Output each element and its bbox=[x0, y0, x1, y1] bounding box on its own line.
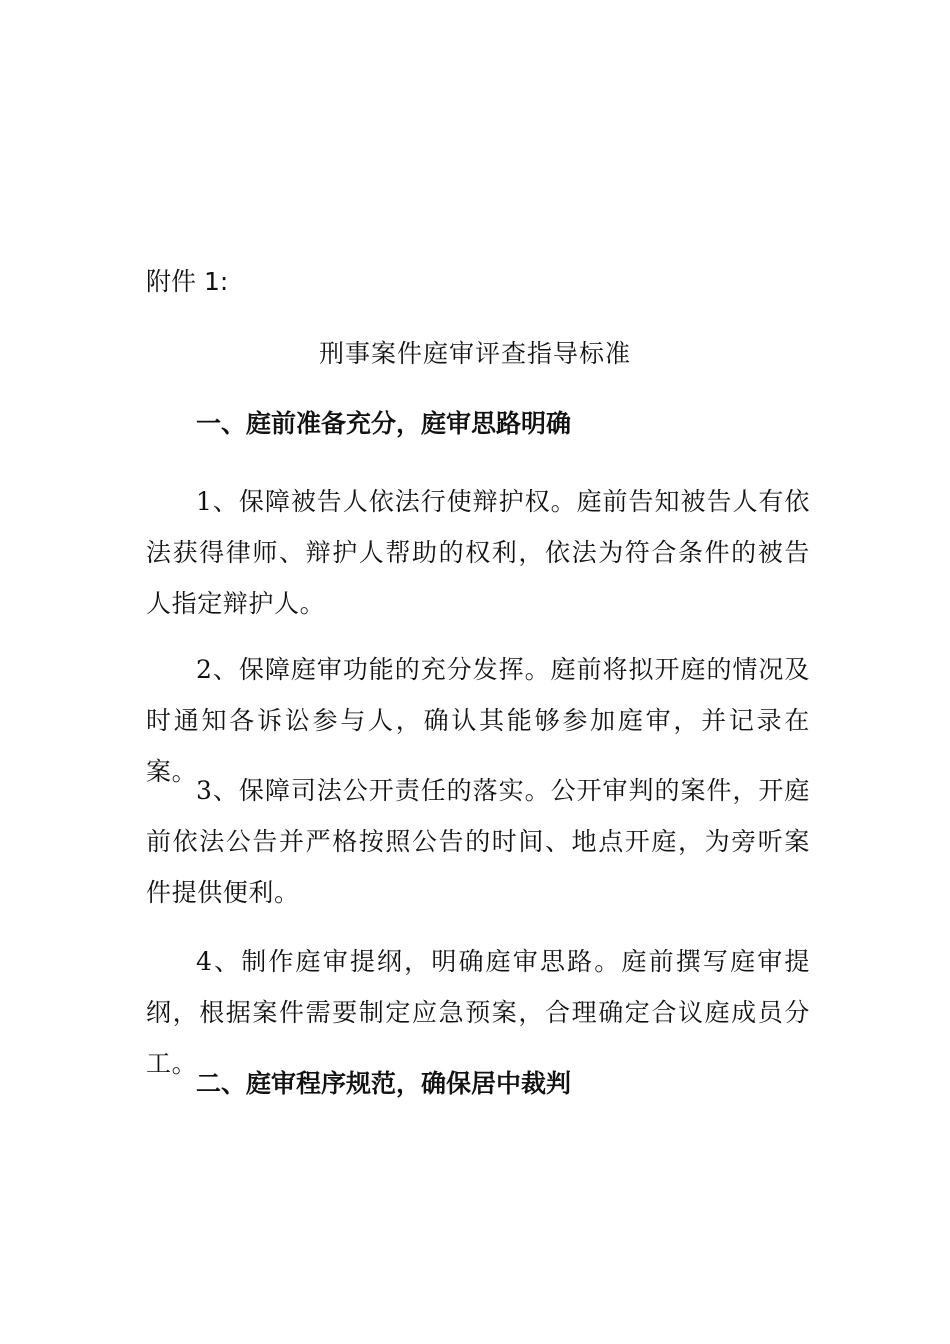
section-heading-2: 二、庭审程序规范，确保居中裁判 bbox=[196, 1069, 572, 1098]
attachment-label: 附件 1: bbox=[146, 267, 229, 296]
paragraph-4: 4、制作庭审提纲，明确庭审思路。庭前撰写庭审提纲，根据案件需要制定应急预案，合理确定合议庭成员分工。 bbox=[146, 947, 810, 1078]
document-title: 刑事案件庭审评查指导标准 bbox=[318, 339, 631, 368]
paragraph-3: 3、保障司法公开责任的落实。公开审判的案件，开庭前依法公告并严格按照公告的时间、地点开庭，为旁听案件提供便利。 bbox=[146, 776, 810, 907]
paragraph-2: 2、保障庭审功能的充分发挥。庭前将拟开庭的情况及时通知各诉讼参与人，确认其能够参加庭审，并记录在案。 bbox=[146, 655, 810, 786]
paragraph-1: 1、保障被告人依法行使辩护权。庭前告知被告人有依法获得律师、辩护人帮助的权利，依法为符合条件的被告人指定辩护人。 bbox=[146, 487, 810, 618]
section-heading-1: 一、庭前准备充分，庭审思路明确 bbox=[196, 409, 572, 438]
